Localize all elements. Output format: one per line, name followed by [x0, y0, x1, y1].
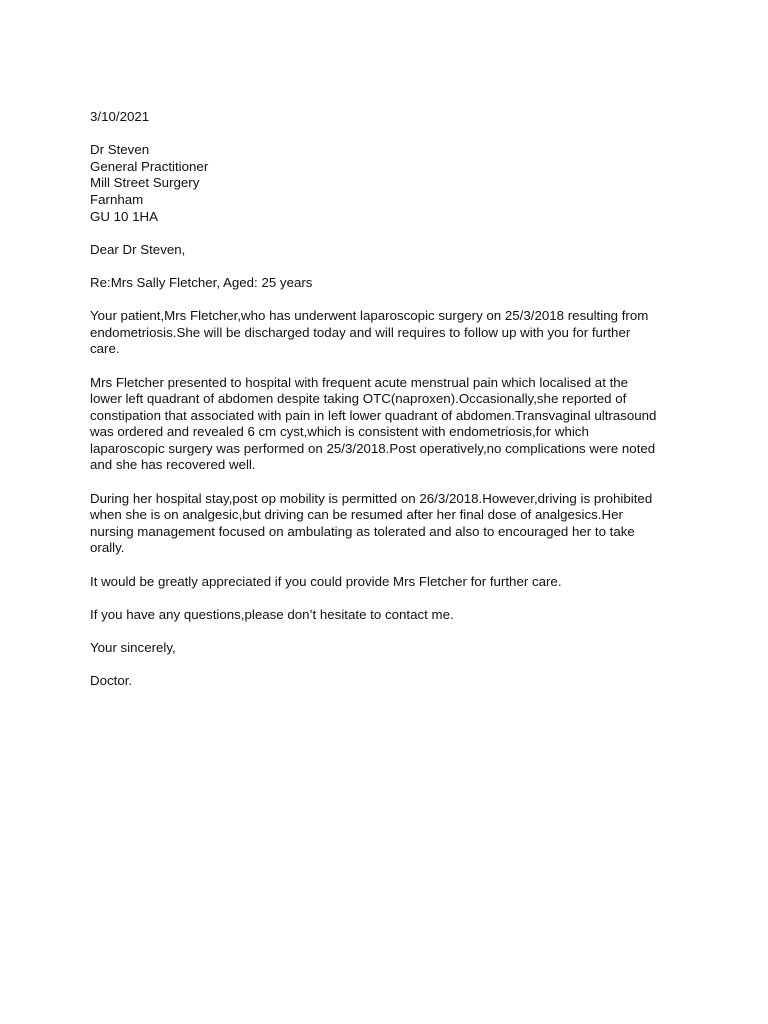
paragraph-presentation	[90, 375, 690, 475]
paragraph-request: It would be greatly appreciated if you could provide Mrs Fletcher for further care.	[90, 573, 562, 589]
recipient-postcode: GU 10 1HA	[90, 208, 158, 224]
spacer	[90, 225, 690, 242]
letter-page	[90, 109, 690, 690]
subject-line: Re:Mrs Sally Fletcher, Aged: 25 years	[90, 274, 313, 290]
recipient-role: General Practitioner	[90, 158, 209, 174]
paragraph-line: care.	[90, 341, 120, 357]
paragraph-line: orally.	[90, 540, 125, 556]
paragraph-line: nursing management focused on ambulating as tolerated and also to encouraged her to take	[90, 523, 635, 539]
spacer	[90, 292, 690, 309]
paragraph-line: Your patient,Mrs Fletcher,who has underwent laparoscopic surgery on 25/3/2018 resulting from	[90, 308, 649, 324]
paragraph-hospital-stay	[90, 491, 690, 557]
spacer	[90, 657, 690, 674]
letter-date: 3/10/2021	[90, 109, 150, 124]
spacer	[90, 126, 690, 143]
paragraph-line: lower left quadrant of abdomen despite taking OTC(naproxen).Occasionally,she reported of	[90, 391, 627, 407]
paragraph-line: was ordered and revealed 6 cm cyst,which is consistent with endometriosis,for which	[90, 424, 589, 440]
spacer	[90, 258, 690, 275]
recipient-town: Farnham	[90, 191, 144, 207]
paragraph-line: endometriosis.She will be discharged today and will requires to follow up with you for further	[90, 324, 631, 340]
spacer	[90, 557, 690, 574]
recipient-practice: Mill Street Surgery	[90, 175, 200, 191]
closing: Your sincerely,	[90, 640, 176, 655]
spacer	[90, 474, 690, 491]
paragraph-line: Mrs Fletcher presented to hospital with frequent acute menstrual pain which localised at the	[90, 374, 629, 390]
paragraph-line: constipation that associated with pain in left lower quadrant of abdomen.Transvaginal ultrasound	[90, 407, 657, 423]
signature: Doctor.	[90, 673, 133, 689]
paragraph-line: when she is on analgesic,but driving can be resumed after her final dose of analgesics.Her	[90, 507, 623, 523]
paragraph-line: laparoscopic surgery was performed on 25/3/2018.Post operatively,no complications were noted	[90, 440, 656, 456]
recipient-address	[90, 142, 690, 225]
paragraph-contact: If you have any questions,please don’t hesitate to contact me.	[90, 606, 454, 622]
salutation: Dear Dr Steven,	[90, 241, 186, 257]
spacer	[90, 358, 690, 375]
paragraph-line: During her hospital stay,post op mobility is permitted on 26/3/2018.However,driving is prohibited	[90, 490, 653, 506]
spacer	[90, 590, 690, 607]
recipient-name: Dr Steven	[90, 142, 150, 158]
paragraph-intro	[90, 308, 690, 358]
paragraph-line: and she has recovered well.	[90, 457, 256, 473]
spacer	[90, 623, 690, 640]
